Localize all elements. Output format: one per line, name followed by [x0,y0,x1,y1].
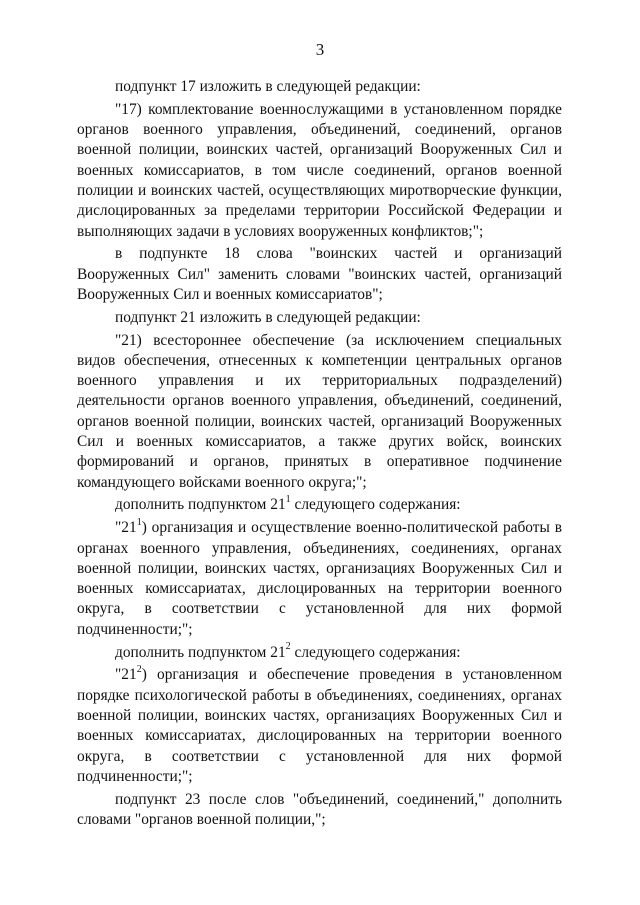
paragraph [77,331,562,493]
paragraph-text: ) организация и осуществление военно-политической работы в органах военного управления, объединениях, соединениях, органах военной полиции, воинских частях, организациях Вооруженных Сил и военных комиссариатах, дислоцированных на территории военного округа, в соответствии с установленной для них формой подчиненности;"; [77,519,562,638]
paragraph-text: дополнить подпунктом 21 [115,643,286,661]
paragraph-text: "21 [115,519,137,537]
superscript: 1 [285,494,291,506]
paragraph [77,665,562,787]
paragraph-text: подпункт 21 изложить в следующей редакции: [115,308,421,326]
document-body [77,77,562,830]
paragraph-text: в подпункте 18 слова "воинских частей и организаций Вооруженных Сил" заменить словами "воинских частей, организаций Вооруженных Сил и военных комиссариатов"; [77,245,562,303]
paragraph [77,790,562,831]
paragraph [77,518,562,640]
paragraph [77,495,562,515]
paragraph-text: дополнить подпунктом 21 [115,496,286,514]
paragraph-text: "17) комплектование военнослужащими в установленном порядке органов военного управления, объединений, соединений, органов военной полиции, воинских частей, организаций Вооруженных Сил и военных комиссариатов, в том числе соединений, органов военной полиции и воинских частей, осуществляющих миротворческие функции, дислоцированных за пределами территории Российской Федерации и выполняющих задачи в условиях вооруженных конфликтов;"; [77,100,562,240]
superscript: 1 [136,517,142,529]
paragraph [77,244,562,305]
paragraph-text: "21 [115,666,137,684]
paragraph [77,643,562,663]
paragraph [77,77,562,97]
paragraph-text: подпункт 23 после слов "объединений, соединений," дополнить словами "органов военной полиции,"; [77,790,562,828]
paragraph [77,308,562,328]
superscript: 2 [285,641,291,653]
superscript: 2 [136,664,142,676]
paragraph [77,100,562,242]
paragraph-text: следующего содержания: [290,496,461,514]
paragraph-text: подпункт 17 изложить в следующей редакции: [115,78,421,95]
paragraph-text: ) организация и обеспечение проведения в установленном порядке психологической работы в объединениях, соединениях, органах военной полиции, воинских частях, организациях Вооруженных Сил и военных комиссариатах, дислоцированных на территории военного округа, в соответствии с установленной для них формой подчиненности;"; [77,666,562,785]
paragraph-text: следующего содержания: [290,643,461,661]
paragraph-text: "21) всестороннее обеспечение (за исключением специальных видов обеспечения, отнесенных к компетенции центральных органов военного управления и их территориальных подразделений) деятельности органов военного управления, объединений, соединений, органов военной полиции, воинских частей, организаций Вооруженных Сил и военных комиссариатов, а также других войск, воинских формирований и органов, принятых в оперативное подчинение командующего войсками военного округа;"; [77,331,562,491]
page-number: 3 [315,40,325,59]
